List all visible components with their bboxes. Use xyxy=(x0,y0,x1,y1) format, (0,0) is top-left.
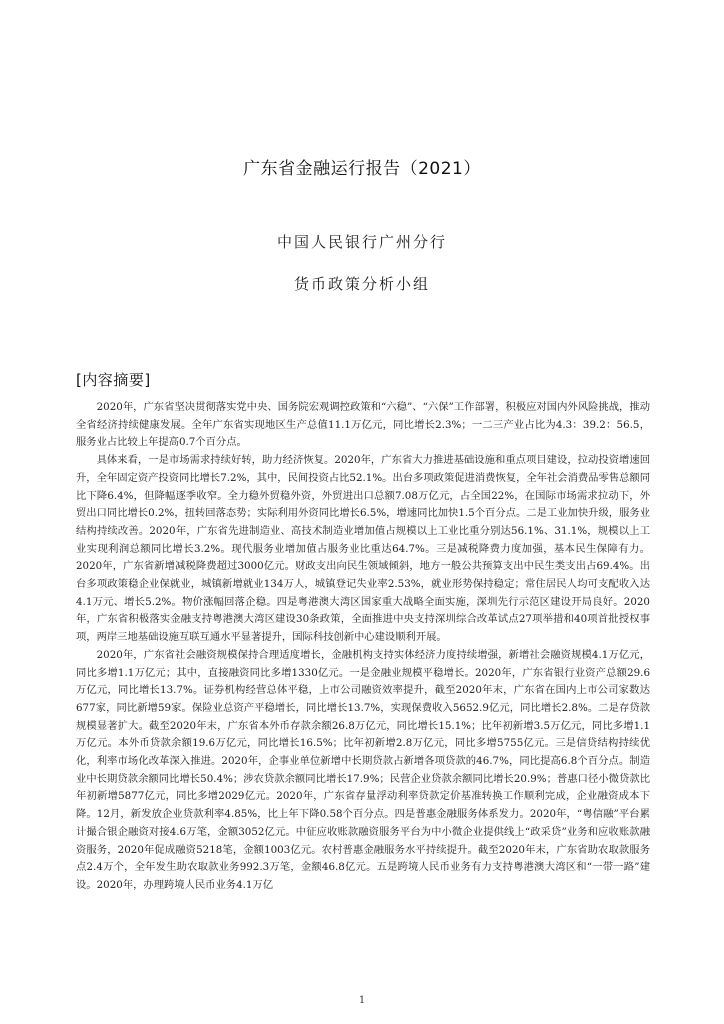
author-group: 货币政策分析小组 xyxy=(293,275,430,293)
report-title: 广东省金融运行报告（2021） xyxy=(243,159,481,179)
organization-name: 中国人民银行广州分行 xyxy=(276,233,447,251)
summary-paragraph: 2020年，广东省社会融资规模保持合理适度增长，金融机构支持实体经济力度持续增强，新增社会融资规模4.1万亿元，同比多增1.1万亿元；其中，直接融资同比多增1330亿元。一是金融业规模平稳增长。2020年，广东省银行业资产总额29.6万亿元，同比增长13.7%。证券机构经营总体平稳，上市公司融资效率提升，截至2020年末，广东省在国内上市公司家数达677家，同比新增59家。保险业总资产平稳增长，同比增长13.7%，实现保费收入5652.9亿元，同比增长2.8%。二是存贷款规模显著扩大。截至2020年末，广东省本外币存款余额26.8万亿元，同比增长15.1%；比年初新增3.5万亿元，同比多增1.1万亿元。本外币贷款余额19.6万亿元，同比增长16.5%；比年初新增2.8万亿元，同比多增5755亿元。三是信贷结构持续优化，利率市场化改革深入推进。2020年，企事业单位新增中长期贷款占新增各项贷款的46.7%，同比提高6.8个百分点。制造业中长期贷款余额同比增长50.4%；涉农贷款余额同比增长17.9%；民营企业贷款余额同比增长20.9%；普惠口径小微贷款比年初新增5877亿元，同比多增2029亿元。2020年，广东省存量浮动利率贷款定价基准转换工作顺利完成，企业融资成本下降。12月，新发放企业贷款利率4.85%，比上年下降0.58个百分点。四是普惠金融服务体系发力。2020年，“粤信融”平台累计撮合银企融资对接4.6万笔，金额3052亿元。中征应收账款融资服务平台为中小微企业提供线上“政采贷”业务和应收账款融资服务，2020年促成融资5218笔，金额1003亿元。农村普惠金融服务水平持续提升。截至2020年末，广东省助农取款服务点2.4万个，全年发生助农取款业务992.3万笔，金额46.8亿元。五是跨境人民币业务有力支持粤港澳大湾区和“一带一路”建设。2020年，办理跨境人民币业务4.1万亿 xyxy=(76,648,650,891)
summary-body xyxy=(76,399,650,895)
summary-paragraph: 具体来看，一是市场需求持续好转，助力经济恢复。2020年，广东省大力推进基础设施和重点项目建设，拉动投资增速回升，全年固定资产投资同比增长7.2%，其中，民间投资占比52.1%。出台多项政策促进消费恢复，全年社会消费品零售总额同比下降6.4%，但降幅逐季收窄。全力稳外贸稳外资，外贸进出口总额7.08万亿元，占全国22%，在国际市场需求拉动下，外贸出口同比增长0.2%，扭转回落态势；实际利用外资同比增长6.5%，增速同比加快1.5个百分点。二是工业加快升级，服务业结构持续改善。2020年，广东省先进制造业、高技术制造业增加值占规模以上工业比重分别达56.1%、31.1%，规模以上工业实现利润总额同比增长3.2%。现代服务业增加值占服务业比重达64.7%。三是减税降费力度加强，基本民生保障有力。2020年，广东省新增减税降费超过3000亿元。财政支出向民生领域倾斜，地方一般公共预算支出中民生类支出占69.4%。出台多项政策稳企业保就业，城镇新增就业134万人，城镇登记失业率2.53%，就业形势保持稳定；常住居民人均可支配收入达4.1万元、增长5.2%。物价涨幅回落企稳。四是粤港澳大湾区国家重大战略全面实施，深圳先行示范区建设开局良好。2020年，广东省积极落实金融支持粤港澳大湾区建设30条政策，全面推进中央支持深圳综合改革试点27项举措和40项首批授权事项，两岸三地基础设施互联互通水平显著提升，国际科技创新中心建设顺利开展。 xyxy=(76,454,650,644)
section-heading: [内容摘要] xyxy=(76,371,151,389)
page-number: 1 xyxy=(358,995,366,1006)
summary-paragraph: 2020年，广东省坚决贯彻落实党中央、国务院宏观调控政策和“六稳”、“六保”工作部署，积极应对国内外风险挑战，推动全省经济持续健康发展。全年广东省实现地区生产总值11.1万亿元，同比增长2.3%；一二三产业占比为4.3：39.2：56.5，服务业占比较上年提高0.7个百分点。 xyxy=(76,401,650,449)
